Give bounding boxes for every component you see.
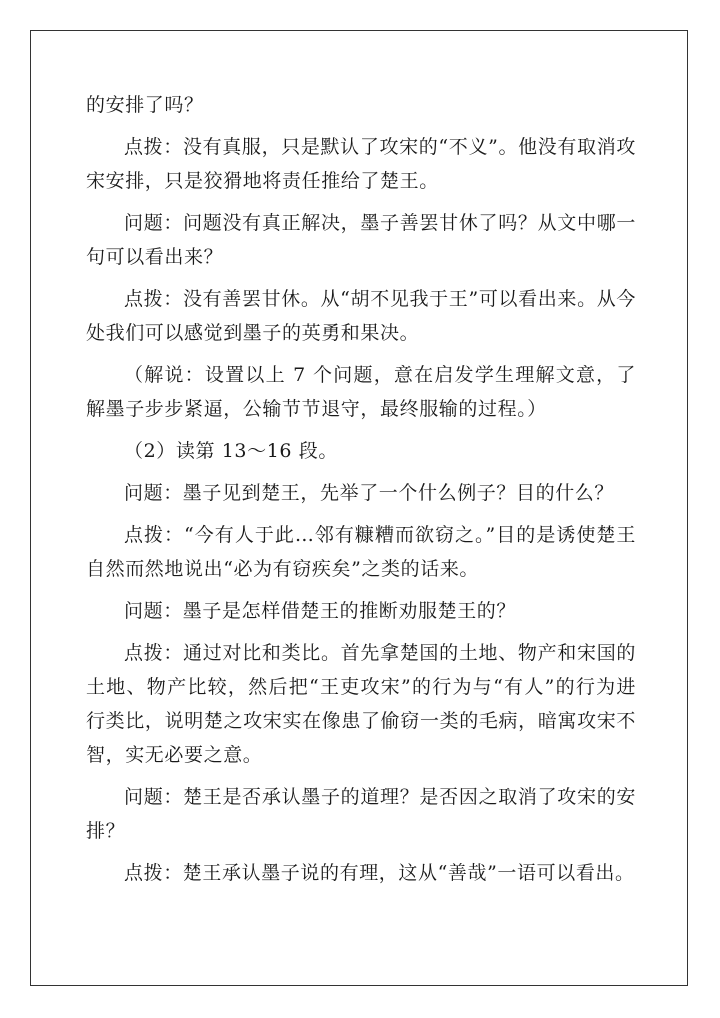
paragraph-hint-5: 点拨：楚王承认墨子说的有理，这从“善哉”一语可以看出。 <box>124 862 635 884</box>
paragraph-continuation: 的安排了吗？ <box>86 94 204 116</box>
paragraph-explanation: （解说：设置以上 7 个问题，意在启发学生理解文意，了解墨子步步紧逼，公输节节退守，最终服输的过程。） <box>86 364 636 420</box>
paragraph-question-2: 问题：墨子见到楚王，先举了一个什么例子？目的什么？ <box>124 482 615 504</box>
paragraph-hint-4: 点拨：通过对比和类比。首先拿楚国的土地、物产和宋国的土地、物产比较，然后把“王吏攻宋”的行为与“有人”的行为进行类比，说明楚之攻宋实在像患了偷窃一类的毛病，暗寓攻宋不智，实无必要之意。 <box>86 642 636 766</box>
document-body <box>86 88 636 890</box>
paragraph-question-3: 问题：墨子是怎样借楚王的推断劝服楚王的？ <box>124 600 517 622</box>
paragraph-hint-2: 点拨：没有善罢甘休。从“胡不见我于王”可以看出来。从今处我们可以感觉到墨子的英勇和果决。 <box>86 288 636 344</box>
paragraph-hint-1: 点拨：没有真服，只是默认了攻宋的“不义”。他没有取消攻宋安排，只是狡猾地将责任推给了楚王。 <box>86 136 636 192</box>
paragraph-question-1: 问题：问题没有真正解决，墨子善罢甘休了吗？从文中哪一句可以看出来？ <box>86 212 636 268</box>
paragraph-hint-3: 点拨：“今有人于此…邻有糠糟而欲窃之。”目的是诱使楚王自然而然地说出“必为有窃疾矣”之类的话来。 <box>86 524 636 580</box>
paragraph-section-heading: （2）读第 13～16 段。 <box>124 440 338 462</box>
paragraph-question-4: 问题：楚王是否承认墨子的道理？是否因之取消了攻宋的安排？ <box>86 786 636 842</box>
